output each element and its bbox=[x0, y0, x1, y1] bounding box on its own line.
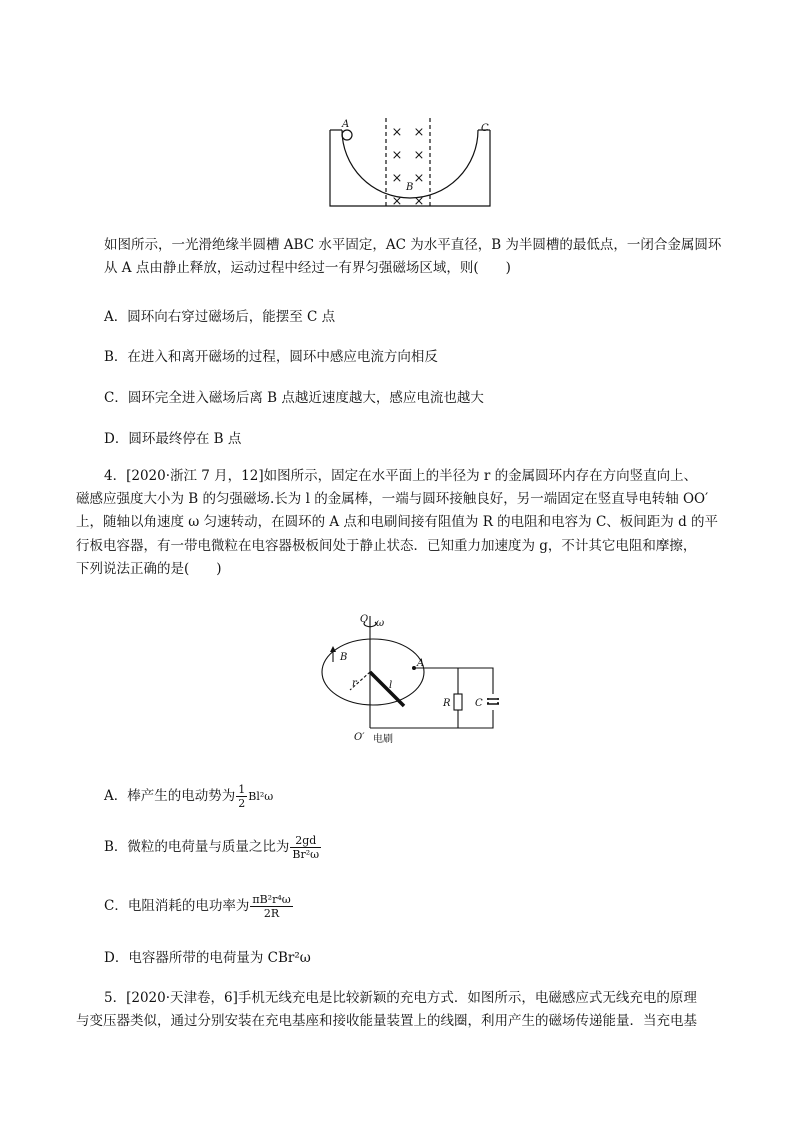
q3-option-c: C．圆环完全进入磁场后离 B 点越近速度越大，感应电流也越大 bbox=[104, 390, 484, 406]
q4-option-a bbox=[104, 783, 273, 810]
field-cross: × bbox=[413, 171, 425, 186]
q4-option-a-suffix: Bl²ω bbox=[248, 790, 274, 803]
label-b-field: B bbox=[340, 652, 348, 663]
label-a-point: A bbox=[417, 658, 425, 669]
q4-option-c-prefix: C．电阻消耗的电功率为 bbox=[104, 898, 250, 914]
q4-option-d: D．电容器所带的电荷量为 CBr²ω bbox=[104, 950, 311, 966]
label-r-radius: r bbox=[352, 678, 357, 689]
trough-figure bbox=[320, 118, 500, 213]
field-cross: × bbox=[391, 125, 403, 140]
rotating-rod-figure bbox=[318, 610, 508, 750]
q3-option-b: B．在进入和离开磁场的过程，圆环中感应电流方向相反 bbox=[104, 349, 438, 365]
q3-stem-line1: 如图所示，一光滑绝缘半圆槽 ABC 水平固定，AC 为水平直径，B 为半圆槽的最低点，一闭合金属圆环 bbox=[104, 237, 722, 253]
field-cross: × bbox=[413, 194, 425, 209]
field-cross: × bbox=[391, 194, 403, 209]
q4-stem-line4: 行板电容器，有一带电微粒在电容器极板间处于静止状态．已知重力加速度为 g，不计其它电阻和摩擦， bbox=[76, 538, 697, 554]
q5-stem-line2: 与变压器类似，通过分别安装在充电基座和接收能量装置上的线圈，利用产生的磁场传递能量．当充电基 bbox=[76, 1013, 697, 1029]
label-brush: 电刷 bbox=[373, 734, 393, 745]
q4-stem-line5: 下列说法正确的是( ) bbox=[76, 561, 222, 577]
field-cross: × bbox=[391, 148, 403, 163]
q4-option-a-prefix: A．棒产生的电动势为 bbox=[104, 788, 236, 804]
label-c-capacitor: C bbox=[475, 698, 483, 709]
label-o-bottom: O′ bbox=[354, 732, 365, 743]
fraction-numerator: 2gd bbox=[290, 834, 321, 848]
fraction-numerator: 1 bbox=[238, 783, 246, 796]
label-a: A bbox=[342, 119, 350, 130]
label-o-top: O bbox=[360, 614, 369, 625]
fraction-denominator: 2R bbox=[263, 907, 280, 920]
q4-option-b-prefix: B．微粒的电荷量与质量之比为 bbox=[104, 839, 290, 855]
q4-option-c bbox=[104, 893, 294, 920]
q3-option-d: D．圆环最终停在 B 点 bbox=[104, 431, 242, 447]
q4-stem-line2: 磁感应强度大小为 B 的匀强磁场.长为 l 的金属棒，一端与圆环接触良好，另一端固定在竖直导电转轴 OO′ bbox=[76, 491, 709, 507]
q3-option-a: A．圆环向右穿过磁场后，能摆至 C 点 bbox=[104, 309, 336, 325]
q5-stem-line1: 5．[2020·天津卷，6]手机无线充电是比较新颖的充电方式．如图所示，电磁感应式无线充电的原理 bbox=[104, 990, 697, 1006]
q4-stem-line1: 4．[2020·浙江 7 月，12]如图所示，固定在水平面上的半径为 r 的金属圆环内存在方向竖直向上、 bbox=[104, 468, 698, 484]
label-omega: ω bbox=[376, 618, 385, 629]
label-c: C bbox=[481, 123, 489, 134]
q3-stem-line2: 从 A 点由静止释放，运动过程中经过一有界匀强磁场区域，则( ) bbox=[104, 260, 511, 276]
field-cross: × bbox=[391, 171, 403, 186]
label-r-resistor: R bbox=[443, 698, 451, 709]
fraction-denominator: Br²ω bbox=[292, 848, 320, 861]
q4-option-c-fraction bbox=[250, 893, 292, 920]
label-b: B bbox=[406, 182, 414, 193]
q4-option-b bbox=[104, 834, 322, 861]
label-l-rod: l bbox=[389, 680, 393, 691]
field-cross: × bbox=[413, 148, 425, 163]
q4-stem-line3: 上，随轴以角速度 ω 匀速转动，在圆环的 A 点和电刷间接有阻值为 R 的电阻和电容为 C、板间距为 d 的平 bbox=[76, 514, 719, 530]
field-cross: × bbox=[413, 125, 425, 140]
q4-option-b-fraction bbox=[290, 834, 321, 861]
fraction-numerator: πB²r⁴ω bbox=[252, 893, 291, 906]
fraction-denominator: 2 bbox=[238, 797, 246, 810]
q4-option-a-fraction bbox=[236, 783, 247, 810]
